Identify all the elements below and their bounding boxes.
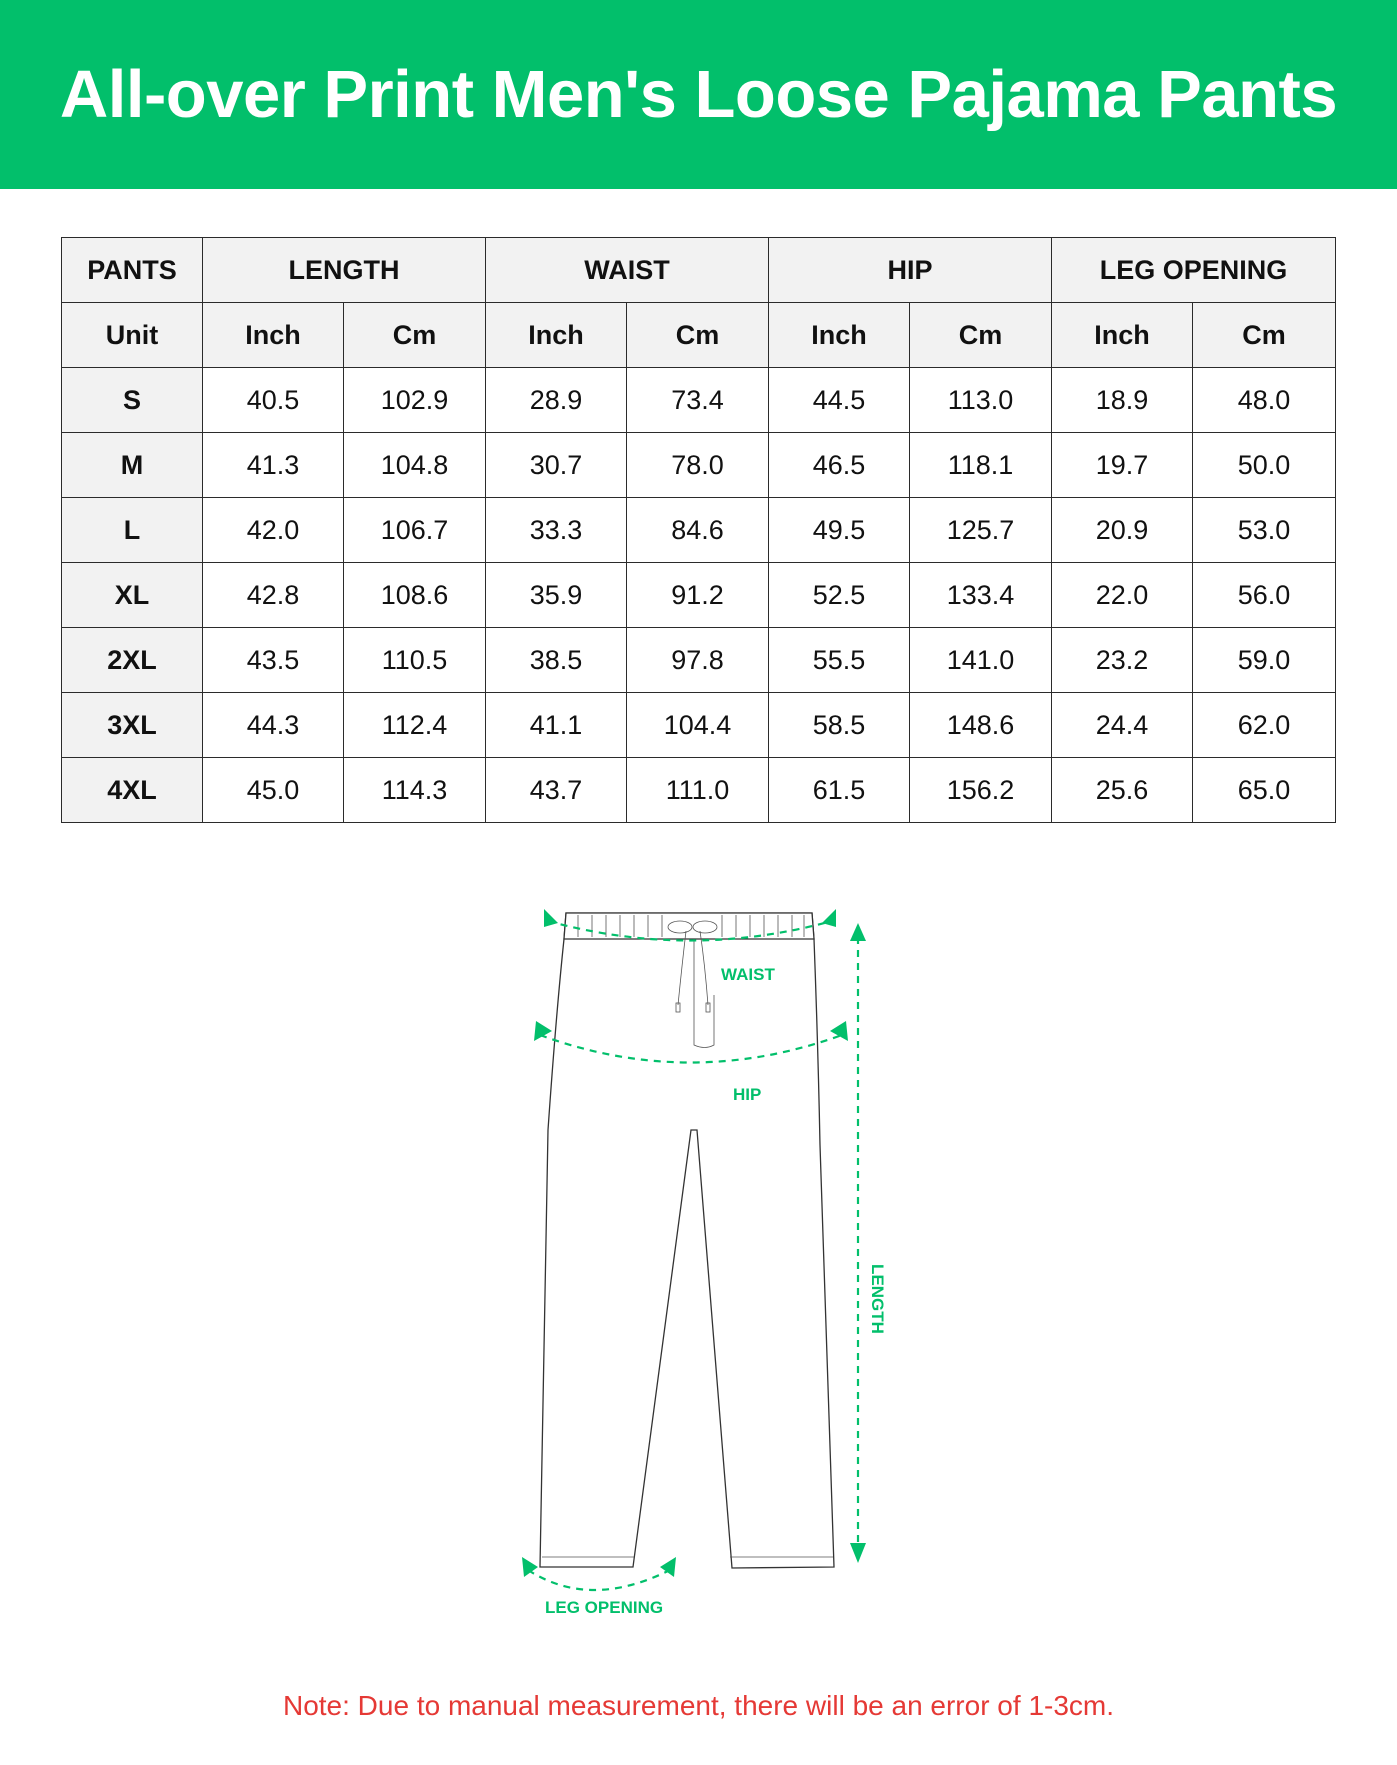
- measurement-cell: 133.4: [910, 563, 1052, 628]
- size-label: XL: [62, 563, 203, 628]
- header-waist: WAIST: [486, 238, 769, 303]
- unit-cm: Cm: [627, 303, 769, 368]
- measurement-cell: 23.2: [1052, 628, 1193, 693]
- measurement-cell: 111.0: [627, 758, 769, 823]
- measurement-cell: 141.0: [910, 628, 1052, 693]
- header-pants: PANTS: [62, 238, 203, 303]
- arrow-up-icon: [850, 923, 866, 941]
- measurement-cell: 148.6: [910, 693, 1052, 758]
- header-hip: HIP: [769, 238, 1052, 303]
- measurement-cell: 49.5: [769, 498, 910, 563]
- length-label: LENGTH: [867, 1264, 887, 1334]
- pants-illustration: [500, 895, 910, 1630]
- header-length: LENGTH: [203, 238, 486, 303]
- measurement-cell: 53.0: [1193, 498, 1336, 563]
- measurement-cell: 44.3: [203, 693, 344, 758]
- measurement-cell: 22.0: [1052, 563, 1193, 628]
- header-leg-opening: LEG OPENING: [1052, 238, 1336, 303]
- leg-opening-label: LEG OPENING: [545, 1598, 664, 1617]
- measurement-cell: 104.8: [344, 433, 486, 498]
- unit-inch: Inch: [769, 303, 910, 368]
- size-label: M: [62, 433, 203, 498]
- table-row: [62, 498, 1336, 563]
- measurement-cell: 55.5: [769, 628, 910, 693]
- arrow-left-icon: [534, 1021, 552, 1041]
- measurement-cell: 84.6: [627, 498, 769, 563]
- unit-inch: Inch: [203, 303, 344, 368]
- measurement-cell: 97.8: [627, 628, 769, 693]
- measurement-cell: 42.8: [203, 563, 344, 628]
- measurement-cell: 61.5: [769, 758, 910, 823]
- measurement-cell: 46.5: [769, 433, 910, 498]
- arrow-left-icon: [522, 1557, 538, 1577]
- measurement-cell: 59.0: [1193, 628, 1336, 693]
- measurement-cell: 91.2: [627, 563, 769, 628]
- measurement-cell: 58.5: [769, 693, 910, 758]
- measurement-cell: 108.6: [344, 563, 486, 628]
- waistband: [564, 913, 814, 939]
- unit-inch: Inch: [486, 303, 627, 368]
- measurement-cell: 114.3: [344, 758, 486, 823]
- measurement-cell: 112.4: [344, 693, 486, 758]
- measurement-cell: 43.7: [486, 758, 627, 823]
- measurement-cell: 73.4: [627, 368, 769, 433]
- arrow-right-icon: [830, 1021, 848, 1041]
- measurement-cell: 104.4: [627, 693, 769, 758]
- measurement-cell: 118.1: [910, 433, 1052, 498]
- table-row: [62, 368, 1336, 433]
- measurement-cell: 35.9: [486, 563, 627, 628]
- unit-cm: Cm: [1193, 303, 1336, 368]
- size-table-body: [62, 368, 1336, 823]
- unit-header-row: [62, 303, 1336, 368]
- measurement-cell: 33.3: [486, 498, 627, 563]
- measurement-cell: 106.7: [344, 498, 486, 563]
- table-row: [62, 693, 1336, 758]
- measurement-cell: 25.6: [1052, 758, 1193, 823]
- size-table: [61, 237, 1336, 823]
- hip-label: HIP: [733, 1085, 762, 1104]
- measurement-cell: 65.0: [1193, 758, 1336, 823]
- size-label: 2XL: [62, 628, 203, 693]
- size-label: S: [62, 368, 203, 433]
- arrow-left-icon: [544, 909, 558, 927]
- measurement-cell: 30.7: [486, 433, 627, 498]
- table-row: [62, 563, 1336, 628]
- measurement-cell: 41.1: [486, 693, 627, 758]
- pants-outline: [540, 913, 834, 1568]
- measurement-cell: 19.7: [1052, 433, 1193, 498]
- measurement-cell: 52.5: [769, 563, 910, 628]
- measurement-cell: 28.9: [486, 368, 627, 433]
- measurement-cell: 40.5: [203, 368, 344, 433]
- pants-diagram: [500, 895, 910, 1630]
- arrow-right-icon: [822, 909, 836, 927]
- page-title: All-over Print Men's Loose Pajama Pants: [59, 57, 1338, 132]
- waist-label: WAIST: [721, 965, 775, 984]
- measurement-cell: 24.4: [1052, 693, 1193, 758]
- measurement-cell: 42.0: [203, 498, 344, 563]
- measurement-cell: 110.5: [344, 628, 486, 693]
- measurement-cell: 78.0: [627, 433, 769, 498]
- size-label: 3XL: [62, 693, 203, 758]
- measurement-cell: 48.0: [1193, 368, 1336, 433]
- measurement-cell: 45.0: [203, 758, 344, 823]
- measurement-cell: 50.0: [1193, 433, 1336, 498]
- table-row: [62, 758, 1336, 823]
- title-banner: [0, 0, 1397, 189]
- size-label: L: [62, 498, 203, 563]
- table-row: [62, 628, 1336, 693]
- measurement-cell: 156.2: [910, 758, 1052, 823]
- leg-opening-guide: [528, 1570, 670, 1590]
- group-header-row: [62, 238, 1336, 303]
- measurement-cell: 62.0: [1193, 693, 1336, 758]
- measurement-cell: 113.0: [910, 368, 1052, 433]
- measurement-cell: 38.5: [486, 628, 627, 693]
- unit-cm: Cm: [910, 303, 1052, 368]
- arrow-right-icon: [660, 1557, 676, 1577]
- measurement-cell: 125.7: [910, 498, 1052, 563]
- measurement-cell: 43.5: [203, 628, 344, 693]
- size-label: 4XL: [62, 758, 203, 823]
- measurement-cell: 44.5: [769, 368, 910, 433]
- measurement-cell: 41.3: [203, 433, 344, 498]
- table-row: [62, 433, 1336, 498]
- measurement-note: Note: Due to manual measurement, there will be an error of 1-3cm.: [282, 1690, 1115, 1721]
- unit-label: Unit: [62, 303, 203, 368]
- unit-cm: Cm: [344, 303, 486, 368]
- measurement-cell: 20.9: [1052, 498, 1193, 563]
- arrow-down-icon: [850, 1543, 866, 1563]
- measurement-cell: 18.9: [1052, 368, 1193, 433]
- unit-inch: Inch: [1052, 303, 1193, 368]
- measurement-cell: 56.0: [1193, 563, 1336, 628]
- measurement-cell: 102.9: [344, 368, 486, 433]
